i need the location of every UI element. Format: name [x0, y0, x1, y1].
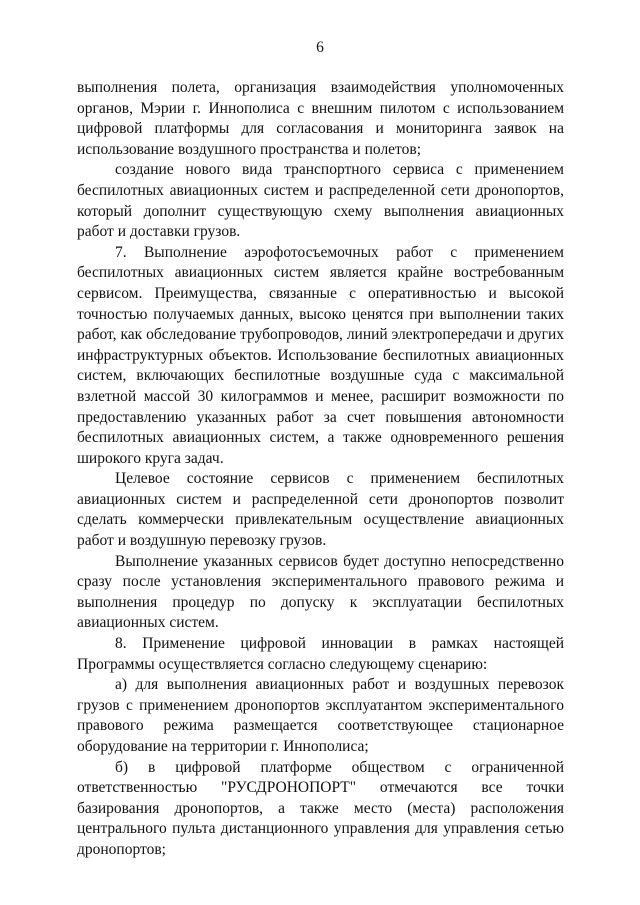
paragraph-item-8a: а) для выполнения авиационных работ и воздушных перевозок грузов с применением дронопортов эксплуатантом экспериментального правового режима размещается соответствующее стационарное оборудование на территории г. Иннополиса;	[77, 676, 564, 755]
page-number: 6	[316, 39, 324, 56]
document-body	[77, 78, 564, 861]
paragraph-services-availability: Выполнение указанных сервисов будет доступно непосредственно сразу после установления экспериментального правового режима и выполнения процедур по допуску к эксплуатации беспилотных авиационных систем.	[77, 552, 564, 632]
paragraph-continuation: выполнения полета, организация взаимодействия уполномоченных органов, Мэрии г. Иннополиса с внешним пилотом с использованием цифровой платформы для согласования и мониторинга заявок на использование воздушного пространства и полетов;	[77, 79, 564, 158]
paragraph-item-8b: б) в цифровой платформе обществом с ограниченной ответственностью "РУСДРОНОПОРТ" отмечаются все точки базирования дронопортов, а также место (места) расположения центрального пульта дистанционного управления для управления сетью дронопортов;	[77, 758, 564, 858]
paragraph-item-7: 7. Выполнение аэрофотосъемочных работ с применением беспилотных авиационных систем является крайне востребованным сервисом. Преимущества, связанные с оперативностью и высокой точностью получаемых данных, высоко ценятся при выполнении таких работ, как обследование трубопроводов, линий электропередачи и других инфраструктурных объектов. Использование беспилотных авиационных систем, включающих беспилотные воздушные суда с максимальной взлетной массой 30 килограммов и менее, расширит возможности по предоставлению указанных работ за счет повышения автономности беспилотных авиационных систем, а также одновременного решения широкого круга задач.	[77, 243, 564, 467]
paragraph-target-state: Целевое состояние сервисов с применением беспилотных авиационных систем и распределенной сети дронопортов позволит сделать коммерчески привлекательным осуществление авиационных работ и воздушную перевозку грузов.	[77, 470, 564, 550]
paragraph-item-8: 8. Применение цифровой инновации в рамках настоящей Программы осуществляется согласно следующему сценарию:	[77, 635, 564, 673]
paragraph-new-transport-service: создание нового вида транспортного сервиса с применением беспилотных авиационных систем и распределенной сети дронопортов, который дополнит существующую схему выполнения авиационных работ и доставки грузов.	[77, 161, 564, 241]
